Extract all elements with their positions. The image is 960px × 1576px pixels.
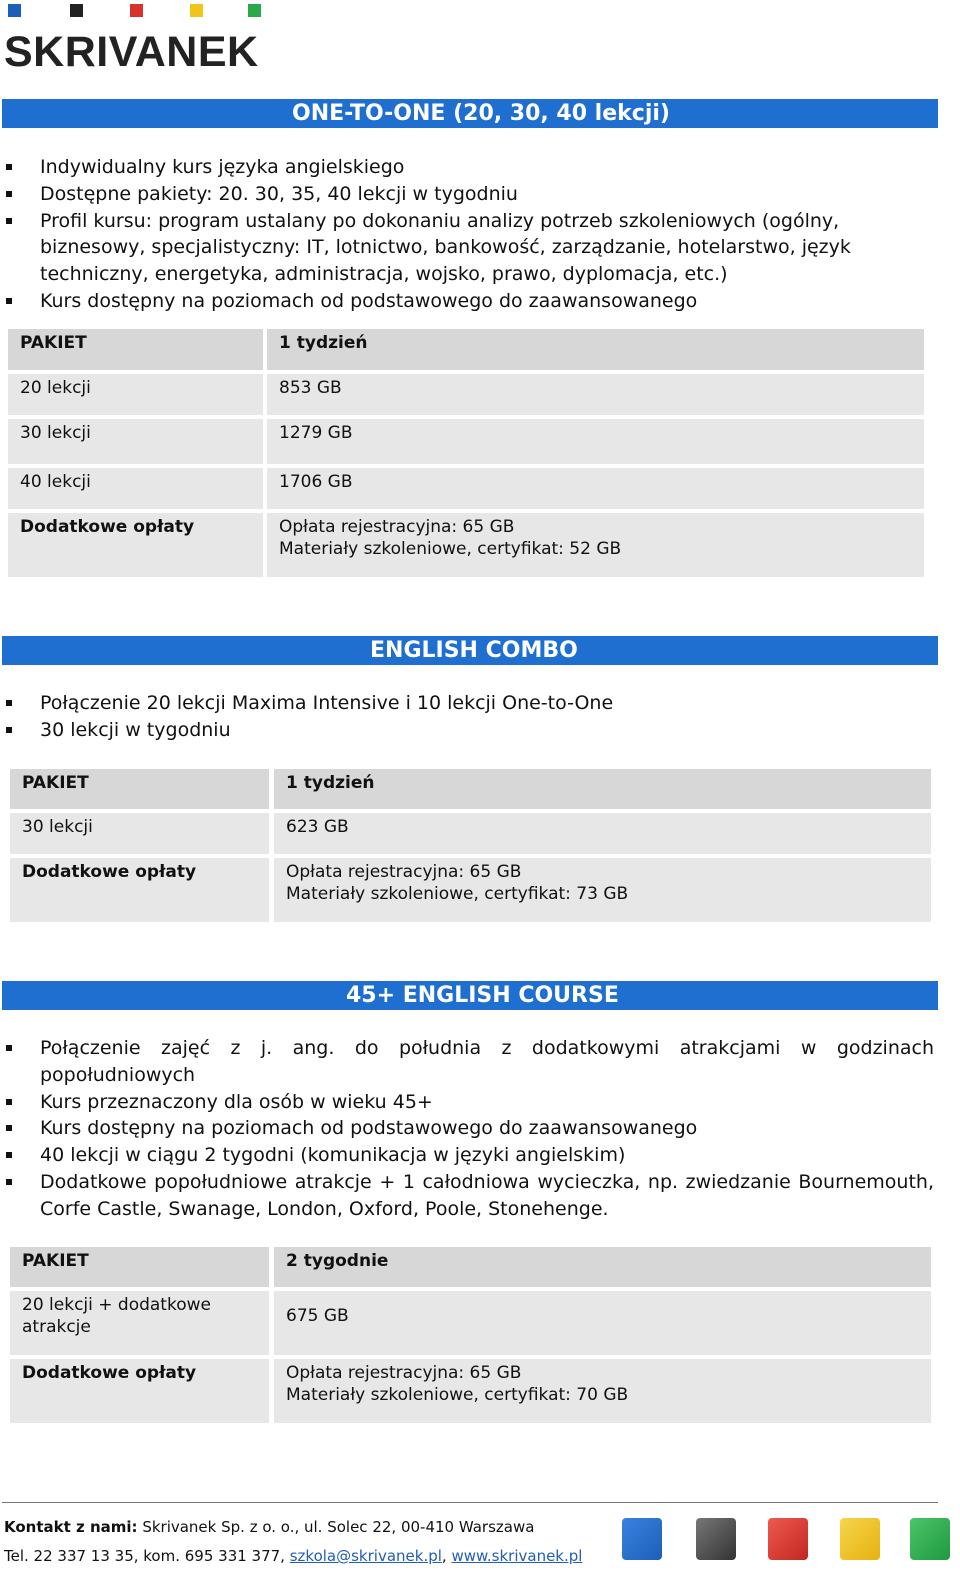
fee-materials: Materiały szkoleniowe, certyfikat: 52 GB (279, 539, 622, 559)
table-cell-package: 40 lekcji (8, 468, 263, 509)
table-header-duration: 1 tydzień (274, 769, 931, 809)
table-header-package: PAKIET (8, 329, 263, 370)
bullet-icon (6, 1099, 12, 1105)
footer-cube-red-icon (768, 1518, 808, 1560)
table-cell-price: 1279 GB (267, 419, 924, 464)
table-cell-price: 623 GB (274, 813, 931, 854)
list-item: Indywidualny kurs języka angielskiego (0, 154, 900, 181)
section-title-text: 45+ ENGLISH COURSE (346, 983, 619, 1008)
fee-registration: Opłata rejestracyjna: 65 GB (286, 1363, 522, 1383)
bullet-icon (6, 1045, 12, 1051)
logo-square-black (70, 4, 83, 17)
section-title-45-plus (2, 981, 938, 1010)
bullet-icon (6, 191, 12, 197)
bullet-icon (6, 164, 12, 170)
footer-email-link[interactable]: szkola@skrivanek.pl (289, 1547, 442, 1565)
fee-materials: Materiały szkoleniowe, certyfikat: 73 GB (286, 884, 629, 904)
list-item: Kurs dostępny na poziomach od podstawowego do zaawansowanego (0, 288, 900, 315)
logo-square-blue (8, 4, 21, 17)
fee-registration: Opłata rejestracyjna: 65 GB (286, 862, 522, 882)
list-item: Dodatkowe popołudniowe atrakcje + 1 całodniowa wycieczka, np. zwiedzanie Bournemouth, Corfe Castle, Swanage, London, Oxford, Poole, Stonehenge. (0, 1169, 934, 1223)
footer-cube-blue-icon (622, 1518, 662, 1560)
section-title-text: ENGLISH COMBO (370, 638, 578, 663)
table-header-package: PAKIET (10, 769, 269, 809)
logo-color-squares (8, 4, 268, 18)
list-item: 30 lekcji w tygodniu (0, 717, 900, 744)
bullet-icon (6, 700, 12, 706)
table-cell-extra-fees (267, 513, 924, 577)
footer-contact-label: Kontakt z nami: (4, 1518, 138, 1536)
fee-materials: Materiały szkoleniowe, certyfikat: 70 GB (286, 1385, 629, 1405)
footer-contact (4, 1518, 534, 1536)
table-cell-extra-label: Dodatkowe opłaty (8, 513, 263, 577)
list-item: Połączenie 20 lekcji Maxima Intensive i 10 lekcji One-to-One (0, 690, 900, 717)
footer-website-link[interactable]: www.skrivanek.pl (451, 1547, 583, 1565)
list-item: Dostępne pakiety: 20. 30, 35, 40 lekcji w tygodniu (0, 181, 900, 208)
table-cell-price: 675 GB (274, 1291, 931, 1355)
footer-cube-dark-icon (696, 1518, 736, 1560)
logo-square-yellow (190, 4, 203, 17)
logo-square-green (248, 4, 261, 17)
section-title-text: ONE-TO-ONE (20, 30, 40 lekcji) (292, 101, 670, 126)
bullet-icon (6, 1125, 12, 1131)
footer-phone: Tel. 22 337 13 35, kom. 695 331 377, (4, 1547, 285, 1565)
section-title-one-to-one (2, 99, 938, 128)
list-item: Profil kursu: program ustalany po dokonaniu analizy potrzeb szkoleniowych (ogólny, biznesowy, specjalistyczny: IT, lotnictwo, bankowość, zarządzanie, hotelarstwo, język techniczny, energetyka, administracja, wojsko, prawo, dyplomacja, etc.) (0, 208, 900, 288)
bullet-icon (6, 218, 12, 224)
bullet-icon (6, 727, 12, 733)
footer-phone-line (4, 1547, 582, 1565)
footer-divider (2, 1502, 938, 1503)
bullet-list-english-combo (0, 690, 900, 744)
list-item: Kurs przeznaczony dla osób w wieku 45+ (0, 1089, 934, 1116)
footer-separator: , (441, 1547, 447, 1565)
list-item: Kurs dostępny na poziomach od podstawowego do zaawansowanego (0, 1115, 934, 1142)
table-cell-extra-fees (274, 1359, 931, 1423)
footer-cube-green-icon (910, 1518, 950, 1560)
table-cell-package: 20 lekcji + dodatkowe atrakcje (10, 1291, 269, 1355)
table-cell-package: 20 lekcji (8, 374, 263, 415)
bullet-icon (6, 1179, 12, 1185)
table-cell-extra-label: Dodatkowe opłaty (10, 858, 269, 922)
list-item: 40 lekcji w ciągu 2 tygodni (komunikacja w języki angielskim) (0, 1142, 934, 1169)
table-cell-price: 1706 GB (267, 468, 924, 509)
table-header-duration: 2 tygodnie (274, 1247, 931, 1287)
table-cell-package: 30 lekcji (10, 813, 269, 854)
table-header-duration: 1 tydzień (267, 329, 924, 370)
table-cell-extra-label: Dodatkowe opłaty (10, 1359, 269, 1423)
list-item: Połączenie zajęć z j. ang. do południa z dodatkowymi atrakcjami w godzinach popołudniowych (0, 1035, 934, 1089)
section-title-english-combo (2, 636, 938, 665)
footer-address: Skrivanek Sp. z o. o., ul. Solec 22, 00-410 Warszawa (142, 1518, 535, 1536)
table-cell-extra-fees (274, 858, 931, 922)
footer-cube-yellow-icon (840, 1518, 880, 1560)
fee-registration: Opłata rejestracyjna: 65 GB (279, 517, 515, 537)
table-cell-package: 30 lekcji (8, 419, 263, 464)
bullet-icon (6, 298, 12, 304)
brand-logo: SKRIVANEK (4, 28, 259, 76)
logo-square-red (130, 4, 143, 17)
bullet-list-45-plus (0, 1035, 934, 1223)
bullet-icon (6, 1152, 12, 1158)
table-cell-price: 853 GB (267, 374, 924, 415)
bullet-list-one-to-one (0, 154, 900, 315)
table-header-package: PAKIET (10, 1247, 269, 1287)
